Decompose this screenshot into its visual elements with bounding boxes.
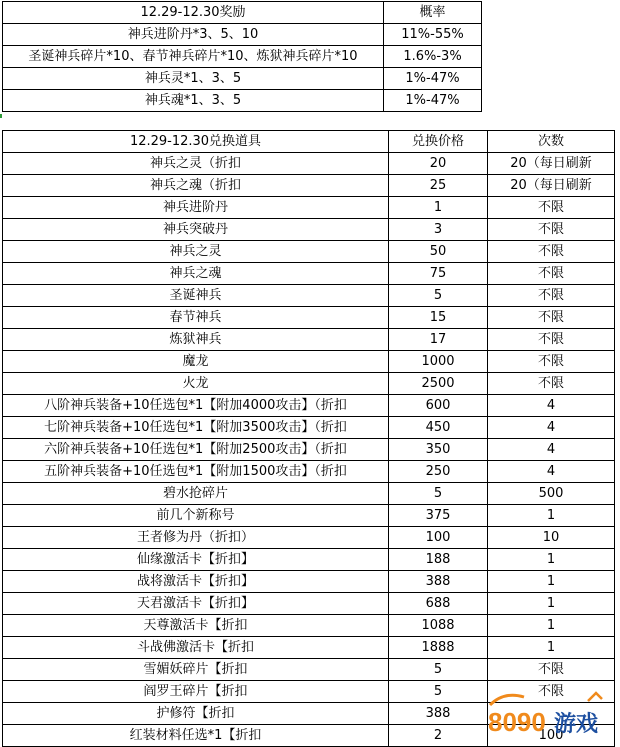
table-row: [3, 219, 615, 241]
header-item: 12.29-12.30兑换道具: [3, 131, 389, 153]
table-row: [3, 307, 615, 329]
table-row: [3, 351, 615, 373]
cell-price: 450: [389, 417, 488, 439]
table-row: [3, 24, 482, 46]
table-row: [3, 153, 615, 175]
table-row: [3, 175, 615, 197]
cell-price: 20: [389, 153, 488, 175]
table-row: [3, 593, 615, 615]
cell-count: 不限: [488, 307, 615, 329]
table-row: [3, 549, 615, 571]
cell-price: 2: [389, 725, 488, 747]
cell-item: 火龙: [3, 373, 389, 395]
cell-item: 八阶神兵装备+10任选包*1【附加4000攻击】（折扣: [3, 395, 389, 417]
green-corner-mark: [0, 114, 2, 118]
cell-item: 神兵灵*1、3、5: [3, 68, 384, 90]
cell-item: 护修符【折扣: [3, 703, 389, 725]
cell-count: 4: [488, 461, 615, 483]
cell-count: 1: [488, 593, 615, 615]
cell-count: 不限: [488, 373, 615, 395]
cell-item: 炼狱神兵: [3, 329, 389, 351]
cell-count: 不限: [488, 681, 615, 703]
cell-count: 1: [488, 637, 615, 659]
cell-item: 七阶神兵装备+10任选包*1【附加3500攻击】（折扣: [3, 417, 389, 439]
cell-item: 神兵之魂（折扣: [3, 175, 389, 197]
header-rate: 概率: [384, 2, 482, 24]
table-row: [3, 505, 615, 527]
header-price: 兑换价格: [389, 131, 488, 153]
table-row: [3, 439, 615, 461]
table-row: [3, 197, 615, 219]
cell-count: 20（每日刷新: [488, 175, 615, 197]
cell-price: 3: [389, 219, 488, 241]
cell-price: 600: [389, 395, 488, 417]
cell-rate: 11%-55%: [384, 24, 482, 46]
watermark-logo: [484, 689, 614, 739]
table-row: [3, 659, 615, 681]
table-row: [3, 263, 615, 285]
cell-count: 100: [488, 725, 615, 747]
cell-price: 5: [389, 285, 488, 307]
cell-item: 神兵进阶丹: [3, 197, 389, 219]
cell-item: 神兵之灵: [3, 241, 389, 263]
cell-item: 六阶神兵装备+10任选包*1【附加2500攻击】（折扣: [3, 439, 389, 461]
cell-price: 1088: [389, 615, 488, 637]
table-row: [3, 483, 615, 505]
table-header-row: [3, 2, 482, 24]
cell-item: 碧水抢碎片: [3, 483, 389, 505]
header-item: 12.29-12.30奖励: [3, 2, 384, 24]
cell-item: 魔龙: [3, 351, 389, 373]
cell-item: 仙缘激活卡【折扣】: [3, 549, 389, 571]
cell-price: 1000: [389, 351, 488, 373]
table-row: [3, 395, 615, 417]
reward-table: [2, 1, 482, 112]
cell-item: 斗战佛激活卡【折扣: [3, 637, 389, 659]
table-row: [3, 527, 615, 549]
cell-item: 圣诞神兵碎片*10、春节神兵碎片*10、炼狱神兵碎片*10: [3, 46, 384, 68]
cell-count: 10: [488, 527, 615, 549]
table-row: [3, 285, 615, 307]
cell-count: 1: [488, 615, 615, 637]
logo-digits: 8090: [488, 707, 546, 737]
logo-text: 游戏: [554, 712, 599, 737]
table-row: [3, 637, 615, 659]
cell-price: 250: [389, 461, 488, 483]
table-row: [3, 615, 615, 637]
table-row: [3, 90, 482, 112]
cell-item: 阎罗王碎片【折扣: [3, 681, 389, 703]
table-row: [3, 68, 482, 90]
cell-count: 不限: [488, 263, 615, 285]
cell-price: 5: [389, 659, 488, 681]
cell-count: 1: [488, 505, 615, 527]
cell-count: 4: [488, 395, 615, 417]
cell-rate: 1.6%-3%: [384, 46, 482, 68]
cell-item: 神兵之灵（折扣: [3, 153, 389, 175]
table-row: [3, 373, 615, 395]
cell-item: 神兵进阶丹*3、5、10: [3, 24, 384, 46]
cell-price: 2500: [389, 373, 488, 395]
cell-item: 圣诞神兵: [3, 285, 389, 307]
cell-item: 春节神兵: [3, 307, 389, 329]
table-row: [3, 329, 615, 351]
cell-count: 不限: [488, 329, 615, 351]
cell-count: 不限: [488, 241, 615, 263]
cell-price: 375: [389, 505, 488, 527]
cell-price: 388: [389, 703, 488, 725]
cell-price: 17: [389, 329, 488, 351]
cell-item: 前几个新称号: [3, 505, 389, 527]
cell-count: 1: [488, 571, 615, 593]
cell-price: 188: [389, 549, 488, 571]
table-row: [3, 417, 615, 439]
logo-arrow: [588, 693, 602, 701]
table-row: [3, 241, 615, 263]
cell-item: 天君激活卡【折扣】: [3, 593, 389, 615]
cell-price: 5: [389, 483, 488, 505]
cell-count: 4: [488, 439, 615, 461]
cell-item: 天尊激活卡【折扣: [3, 615, 389, 637]
logo-swoosh: [490, 695, 524, 705]
cell-price: 350: [389, 439, 488, 461]
cell-item: 五阶神兵装备+10任选包*1【附加1500攻击】（折扣: [3, 461, 389, 483]
cell-count: 4: [488, 417, 615, 439]
cell-item: 神兵魂*1、3、5: [3, 90, 384, 112]
cell-price: 1888: [389, 637, 488, 659]
table-row: [3, 461, 615, 483]
cell-price: 1: [389, 197, 488, 219]
header-count: 次数: [488, 131, 615, 153]
cell-price: 388: [389, 571, 488, 593]
cell-count: 20（每日刷新: [488, 153, 615, 175]
cell-count: 不限: [488, 351, 615, 373]
cell-item: 王者修为丹（折扣）: [3, 527, 389, 549]
cell-price: 100: [389, 527, 488, 549]
cell-item: 神兵突破丹: [3, 219, 389, 241]
cell-rate: 1%-47%: [384, 90, 482, 112]
exchange-table: [2, 130, 615, 747]
cell-item: 雪媚妖碎片【折扣: [3, 659, 389, 681]
cell-price: 15: [389, 307, 488, 329]
table-header-row: [3, 131, 615, 153]
cell-item: 红装材料任选*1【折扣: [3, 725, 389, 747]
table-row: [3, 571, 615, 593]
table-row: [3, 46, 482, 68]
cell-price: 50: [389, 241, 488, 263]
cell-price: 25: [389, 175, 488, 197]
cell-rate: 1%-47%: [384, 68, 482, 90]
cell-count: 不限: [488, 659, 615, 681]
cell-count: 不限: [488, 197, 615, 219]
cell-count: 不限: [488, 219, 615, 241]
cell-item: 战将激活卡【折扣】: [3, 571, 389, 593]
cell-count: 不限: [488, 285, 615, 307]
cell-price: 75: [389, 263, 488, 285]
cell-count: 500: [488, 483, 615, 505]
cell-price: 5: [389, 681, 488, 703]
cell-item: 神兵之魂: [3, 263, 389, 285]
cell-count: 1: [488, 549, 615, 571]
cell-price: 688: [389, 593, 488, 615]
